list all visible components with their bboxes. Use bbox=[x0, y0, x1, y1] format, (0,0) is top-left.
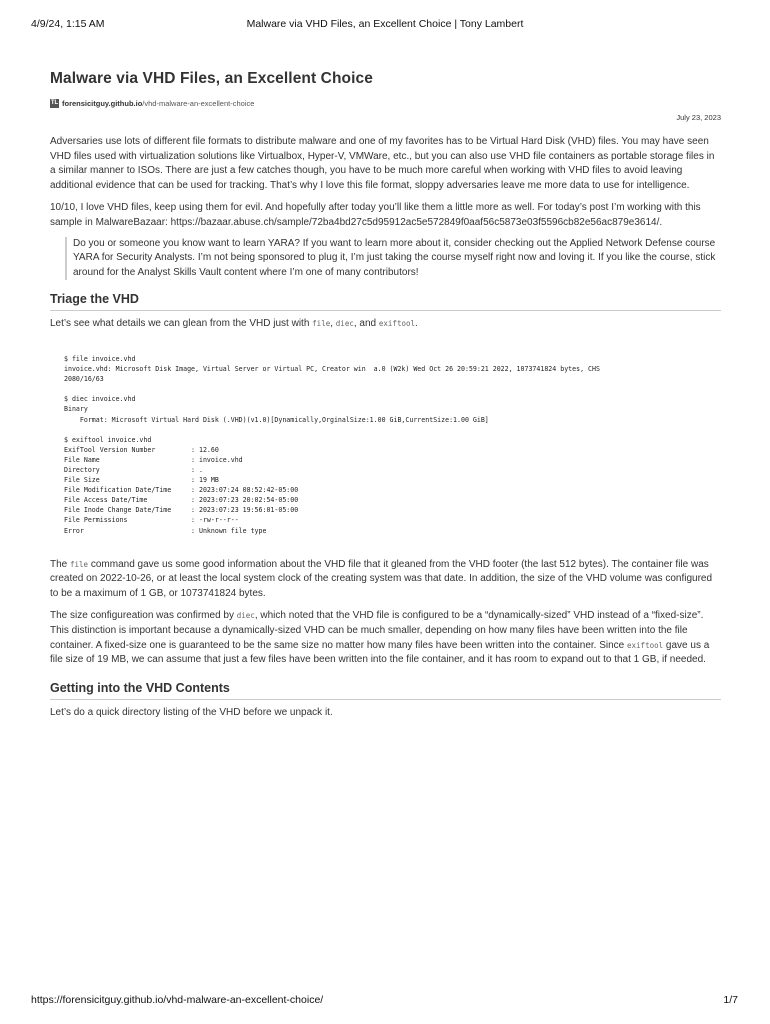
code-exiftool: exiftool bbox=[378, 319, 416, 329]
print-header bbox=[0, 18, 770, 32]
source-path[interactable]: /vhd-malware-an-excellent-choice bbox=[142, 99, 255, 108]
triage-lead bbox=[50, 317, 721, 332]
print-url: https://forensicitguy.github.io/vhd-malware-an-excellent-choice/ bbox=[31, 994, 324, 1006]
article bbox=[50, 70, 721, 720]
article-title: Malware via VHD Files, an Excellent Choice bbox=[50, 70, 373, 87]
code-exiftool: exiftool bbox=[627, 640, 664, 650]
page-number: 1/7 bbox=[723, 994, 738, 1006]
paragraph-text: command gave us some good information about the VHD file that it gleaned from the VHD footer (the last 512 bytes). The container file was created on 2022-10-26, or at least the local system clock of the creating system was that date. In addition, the size of the VHD volume was configured to be a maximum of 1 GB, or 1073741824 bytes. bbox=[50, 558, 713, 599]
source-byline bbox=[50, 98, 721, 109]
paragraph-text: The bbox=[50, 558, 71, 570]
code-diec: diec bbox=[335, 319, 354, 329]
lead-separator: , bbox=[330, 318, 336, 330]
section-heading-vhd-contents: Getting into the VHD Contents bbox=[50, 681, 721, 700]
intro-paragraph: Adversaries use lots of different file formats to distribute malware and one of my favorites has to be Virtual Hard Disk (VHD) files. You may have seen VHD files used with virtualization solutions like Virtualbox, Hyper-V, VMWare, etc., but you can also use VHD file containers as portable storage files in a similar manner to ISOs. There are just a few catches though, you have to be much more careful when working with VHD files to avoid leaving additional evidence that can be used for tracking. That’s why I love this file format, sloppy adversaries leave me more data to use for intelligence. bbox=[50, 136, 715, 191]
lead-suffix: . bbox=[415, 318, 418, 330]
paragraph-text: gave us a file size of 19 MB, we can assume that just a few files have been written into the file container, and it has room to expand out to that 1 GB, if needed. bbox=[50, 639, 710, 666]
lead-text: Let’s see what details we can glean from the VHD just with bbox=[50, 318, 313, 330]
sample-paragraph: 10/10, I love VHD files, keep using them for evil. And hopefully after today you’ll like them a little more as well. For today’s post I’m working with this sample in MalwareBazaar: https://bazaar.abuse.ch/sample/72ba4bd27c5d95912ac5e572849f0aaf56c5873e03f5596cb82e56ac879e3614/. bbox=[50, 202, 701, 228]
section-heading-triage: Triage the VHD bbox=[50, 292, 721, 311]
source-host[interactable]: forensicitguy.github.io bbox=[62, 99, 143, 108]
print-date: 4/9/24, 1:15 AM bbox=[31, 18, 105, 30]
lead-separator: , and bbox=[353, 318, 379, 330]
file-command-paragraph bbox=[50, 558, 721, 602]
print-document-title: Malware via VHD Files, an Excellent Choice | Tony Lambert bbox=[246, 18, 524, 30]
paragraph-text: , which noted that the VHD file is configured to be a “dynamically-sized” VHD instead of a “fixed-size”. This distinction is important because a dynamically-sized VHD can be much smaller, depending on how many files have been written into the file container. A fixed-size one is guaranteed to be the same size no matter how many files have been written into the container. Since bbox=[50, 610, 704, 651]
paragraph-text: The size configureation was confirmed by bbox=[50, 610, 237, 622]
vhd-contents-lead: Let’s do a quick directory listing of the VHD before we unpack it. bbox=[50, 706, 333, 718]
code-file: file bbox=[70, 559, 89, 569]
terminal-output-code-block: $ file invoice.vhd invoice.vhd: Microsoft Disk Image, Virtual Server or Virtual PC, Creator win a.0 (W2k) Wed Oct 26 20:59:21 2022, 1073741824 bytes, CHS 2080/16/63 $ diec invoice.vhd Binary Format: Microsoft Virtual Hard Disk (.VHD)(v1.0)[Dynamically,OrginalSize:1.00 GiB,CurrentSize:1.00 GiB] $ exiftool invoice.vhd ExifTool Version Number : 12.60 File Name : invoice.vhd Directory : . File Size : 19 MB File Modification Date/Time : 2023:07:24 08:52:42-05:00 File Access Date/Time : 2023:07:23 20:02:54-05:00 File Inode Change Date/Time : 2023:07:23 19:56:01-05:00 File Permissions : -rw-r--r-- Error : Unknown file type bbox=[64, 354, 600, 535]
yara-course-quote: Do you or someone you know want to learn YARA? If you want to learn more about it, consider checking out the Applied Network Defense course YARA for Security Analysts. I’m not being sponsored to plug it, I’m just taking the course myself right now and loving it. If you like the course, stick around for the Analyst Skills Vault content where I’m one of many contributors! bbox=[65, 237, 719, 281]
post-date: July 23, 2023 bbox=[676, 113, 721, 122]
print-footer bbox=[0, 994, 770, 1008]
code-file: file bbox=[312, 319, 331, 329]
size-config-paragraph bbox=[50, 609, 721, 667]
code-diec: diec bbox=[236, 611, 255, 621]
site-favicon-icon: TL bbox=[50, 100, 59, 106]
